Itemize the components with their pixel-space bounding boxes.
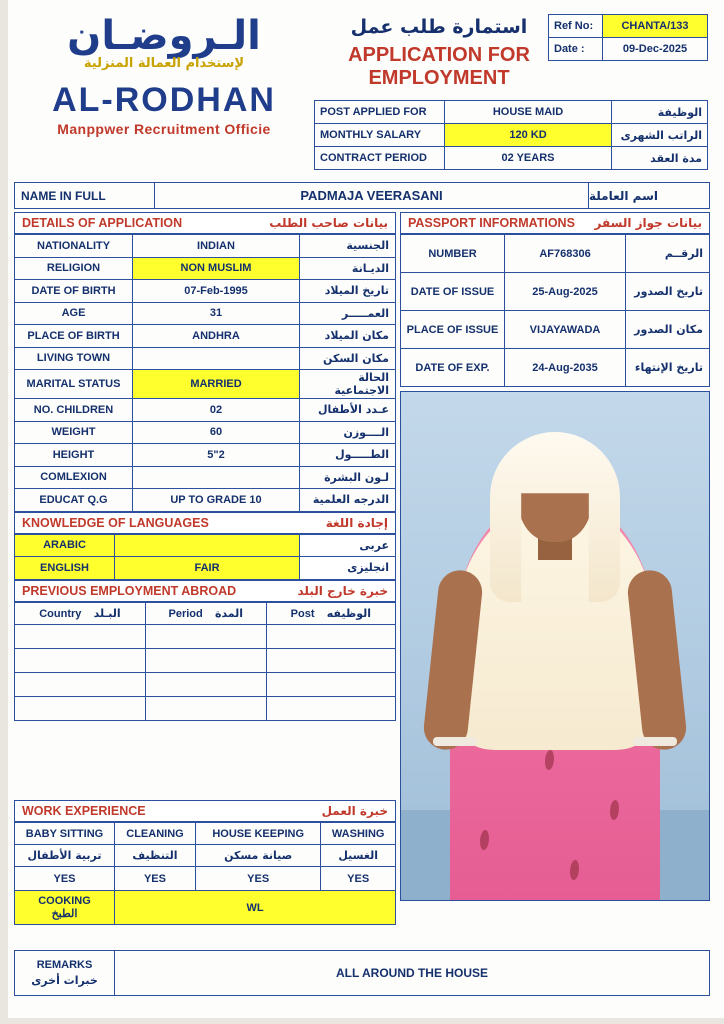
cooking-label bbox=[15, 891, 115, 925]
left-column bbox=[14, 212, 396, 721]
remarks-label-en: REMARKS bbox=[36, 958, 93, 971]
detail-arabic-8: الــــوزن bbox=[300, 421, 396, 444]
table-row bbox=[15, 347, 396, 370]
detail-label-8: WEIGHT bbox=[15, 421, 133, 444]
table-row bbox=[15, 557, 396, 580]
detail-arabic-0: الجنسية bbox=[300, 235, 396, 258]
form-header bbox=[14, 8, 710, 178]
prev-cell-3-0 bbox=[15, 696, 146, 720]
date-label: Date : bbox=[549, 38, 603, 61]
prev-cell-2-0 bbox=[15, 672, 146, 696]
language-value-1: FAIR bbox=[115, 557, 300, 580]
prev-header-post bbox=[266, 602, 395, 624]
cooking-value: WL bbox=[115, 891, 396, 925]
cooking-label-en: COOKING bbox=[38, 895, 91, 907]
work-value-1: YES bbox=[115, 867, 196, 891]
page-edge-left bbox=[0, 0, 8, 1024]
previous-employment-table bbox=[14, 602, 396, 721]
detail-arabic-4: مكان الميلاد bbox=[300, 325, 396, 348]
work-value-2: YES bbox=[195, 867, 320, 891]
detail-value-0: INDIAN bbox=[133, 235, 300, 258]
detail-value-4: ANDHRA bbox=[133, 325, 300, 348]
work-col-ar-2: صيانة مسكن bbox=[195, 845, 320, 867]
table-row bbox=[15, 280, 396, 303]
prev-header-period-en: Period bbox=[168, 607, 203, 620]
detail-value-11: UP TO GRADE 10 bbox=[133, 489, 300, 512]
name-in-full-row bbox=[14, 182, 710, 209]
previous-employment-banner-en: PREVIOUS EMPLOYMENT ABROAD bbox=[22, 583, 237, 598]
language-arabic-0: عربى bbox=[300, 534, 396, 557]
prev-header-post-ar: الوظيفه bbox=[326, 606, 371, 620]
photo-bangle-right bbox=[633, 737, 677, 746]
name-value: PADMAJA VEERASANI bbox=[155, 183, 589, 208]
passport-value-0: AF768306 bbox=[505, 235, 626, 273]
languages-banner-ar: إجادة اللغة bbox=[325, 515, 388, 530]
work-value-0: YES bbox=[15, 867, 115, 891]
date-row bbox=[549, 38, 708, 61]
table-subheader-row bbox=[15, 845, 396, 867]
form-title-line1: APPLICATION FOR bbox=[348, 44, 530, 66]
detail-label-3: AGE bbox=[15, 302, 133, 325]
detail-value-7: 02 bbox=[133, 399, 300, 422]
passport-label-2: PLACE OF ISSUE bbox=[401, 311, 505, 349]
table-header-row bbox=[15, 823, 396, 845]
passport-label-0: NUMBER bbox=[401, 235, 505, 273]
languages-banner bbox=[14, 512, 396, 534]
passport-arabic-1: تاريخ الصدور bbox=[626, 273, 710, 311]
language-label-0: ARABIC bbox=[15, 534, 115, 557]
table-row bbox=[315, 147, 708, 170]
date-value: 09-Dec-2025 bbox=[603, 38, 708, 61]
language-label-1: ENGLISH bbox=[15, 557, 115, 580]
passport-value-1: 25-Aug-2025 bbox=[505, 273, 626, 311]
remarks-label-ar: خبرات أخرى bbox=[31, 974, 98, 987]
details-banner-en: DETAILS OF APPLICATION bbox=[22, 216, 183, 230]
company-logo bbox=[24, 14, 304, 174]
detail-label-9: HEIGHT bbox=[15, 444, 133, 467]
work-experience-banner bbox=[14, 800, 396, 822]
post-label-1: MONTHLY SALARY bbox=[315, 124, 445, 147]
brand-tagline: Manppwer Recruitment Officie bbox=[57, 121, 271, 137]
table-row bbox=[15, 672, 396, 696]
prev-cell-2-2 bbox=[266, 672, 395, 696]
passport-label-1: DATE OF ISSUE bbox=[401, 273, 505, 311]
details-banner bbox=[14, 212, 396, 234]
passport-label-3: DATE OF EXP. bbox=[401, 349, 505, 387]
table-row bbox=[15, 325, 396, 348]
detail-label-11: EDUCAT Q.G bbox=[15, 489, 133, 512]
post-arabic-2: مدة العقد bbox=[612, 147, 708, 170]
detail-label-1: RELIGION bbox=[15, 257, 133, 280]
prev-cell-0-0 bbox=[15, 624, 146, 648]
post-arabic-1: الراتب الشهرى bbox=[612, 124, 708, 147]
table-row bbox=[15, 489, 396, 512]
previous-employment-banner-ar: خبرة خارج البلد bbox=[297, 583, 388, 598]
table-row bbox=[15, 421, 396, 444]
ref-value: CHANTA/133 bbox=[603, 15, 708, 38]
table-row bbox=[15, 444, 396, 467]
detail-value-6: MARRIED bbox=[133, 370, 300, 399]
post-value-2: 02 YEARS bbox=[445, 147, 612, 170]
table-row bbox=[401, 273, 710, 311]
right-column bbox=[400, 212, 710, 901]
name-label: NAME IN FULL bbox=[15, 183, 155, 208]
table-row bbox=[15, 370, 396, 399]
detail-label-0: NATIONALITY bbox=[15, 235, 133, 258]
detail-arabic-10: لـون البشرة bbox=[300, 466, 396, 489]
detail-arabic-3: العمـــــر bbox=[300, 302, 396, 325]
prev-header-country-en: Country bbox=[39, 607, 82, 620]
post-label-2: CONTRACT PERIOD bbox=[315, 147, 445, 170]
brand-name: AL-RODHAN bbox=[52, 81, 276, 119]
languages-table bbox=[14, 534, 396, 580]
detail-label-2: DATE OF BIRTH bbox=[15, 280, 133, 303]
languages-banner-en: KNOWLEDGE OF LANGUAGES bbox=[22, 515, 209, 530]
detail-arabic-9: الطـــــول bbox=[300, 444, 396, 467]
name-arabic-label: اسم العاملة bbox=[589, 188, 659, 203]
cooking-row bbox=[15, 891, 396, 925]
post-label-0: POST APPLIED FOR bbox=[315, 101, 445, 124]
work-col-en-3: WASHING bbox=[321, 823, 396, 845]
prev-header-country-ar: البـلد bbox=[93, 606, 121, 620]
form-title bbox=[314, 16, 564, 90]
form-title-english bbox=[314, 44, 564, 90]
prev-cell-0-1 bbox=[145, 624, 266, 648]
detail-value-10 bbox=[133, 466, 300, 489]
post-arabic-0: الوظيفة bbox=[612, 101, 708, 124]
remarks-value: ALL AROUND THE HOUSE bbox=[335, 966, 488, 980]
detail-label-10: COMLEXION bbox=[15, 466, 133, 489]
language-arabic-1: انجليزى bbox=[300, 557, 396, 580]
prev-cell-1-2 bbox=[266, 648, 395, 672]
table-row bbox=[15, 867, 396, 891]
detail-arabic-11: الدرجه العلمية bbox=[300, 489, 396, 512]
detail-arabic-5: مكان السكن bbox=[300, 347, 396, 370]
table-row bbox=[15, 302, 396, 325]
detail-label-4: PLACE OF BIRTH bbox=[15, 325, 133, 348]
table-row bbox=[401, 235, 710, 273]
prev-cell-2-1 bbox=[145, 672, 266, 696]
table-row bbox=[15, 624, 396, 648]
post-value-0: HOUSE MAID bbox=[445, 101, 612, 124]
detail-value-2: 07-Feb-1995 bbox=[133, 280, 300, 303]
logo-arabic-text: الـروضـان bbox=[67, 13, 261, 59]
applicant-photo bbox=[400, 391, 710, 901]
table-row bbox=[315, 124, 708, 147]
table-row bbox=[15, 399, 396, 422]
detail-arabic-6: الحالة الاجتماعية bbox=[300, 370, 396, 399]
passport-banner bbox=[400, 212, 710, 234]
passport-table bbox=[400, 234, 710, 387]
table-row bbox=[315, 101, 708, 124]
table-row bbox=[15, 235, 396, 258]
prev-cell-3-1 bbox=[145, 696, 266, 720]
work-experience-table bbox=[14, 822, 396, 925]
prev-header-period-ar: المدة bbox=[214, 606, 244, 620]
table-row bbox=[401, 311, 710, 349]
previous-employment-banner bbox=[14, 580, 396, 602]
passport-banner-ar: بيانات جواز السفر bbox=[594, 216, 702, 230]
table-header-row bbox=[15, 602, 396, 624]
details-banner-ar: بيانات صاحب الطلب bbox=[269, 216, 388, 230]
work-experience-banner-ar: خبرة العمل bbox=[321, 804, 388, 818]
work-experience-section bbox=[14, 800, 396, 925]
remarks-label bbox=[15, 951, 115, 995]
form-title-arabic: استمارة طلب عمل bbox=[350, 16, 528, 38]
work-col-ar-0: تربية الأطفال bbox=[15, 845, 115, 867]
form-title-line2: EMPLOYMENT bbox=[368, 67, 510, 89]
detail-value-9: 5"2 bbox=[133, 444, 300, 467]
passport-arabic-2: مكان الصدور bbox=[626, 311, 710, 349]
language-value-0 bbox=[115, 534, 300, 557]
passport-arabic-0: الرقــم bbox=[626, 235, 710, 273]
passport-banner-en: PASSPORT INFORMATIONS bbox=[408, 216, 575, 230]
detail-label-6: MARITAL STATUS bbox=[15, 370, 133, 399]
prev-cell-1-0 bbox=[15, 648, 146, 672]
detail-value-5 bbox=[133, 347, 300, 370]
work-col-en-1: CLEANING bbox=[115, 823, 196, 845]
table-row bbox=[15, 257, 396, 280]
detail-arabic-7: عـدد الأطفال bbox=[300, 399, 396, 422]
post-value-1: 120 KD bbox=[445, 124, 612, 147]
table-row bbox=[15, 648, 396, 672]
detail-label-5: LIVING TOWN bbox=[15, 347, 133, 370]
ref-row bbox=[549, 15, 708, 38]
passport-arabic-3: تاريخ الإنتهاء bbox=[626, 349, 710, 387]
work-col-en-2: HOUSE KEEPING bbox=[195, 823, 320, 845]
detail-label-7: NO. CHILDREN bbox=[15, 399, 133, 422]
work-value-3: YES bbox=[321, 867, 396, 891]
prev-cell-3-2 bbox=[266, 696, 395, 720]
passport-value-2: VIJAYAWADA bbox=[505, 311, 626, 349]
work-col-ar-3: الغسيل bbox=[321, 845, 396, 867]
work-col-ar-1: التنظيف bbox=[115, 845, 196, 867]
post-applied-table bbox=[314, 100, 708, 170]
prev-header-post-en: Post bbox=[290, 607, 315, 620]
prev-cell-1-1 bbox=[145, 648, 266, 672]
detail-arabic-2: تاريخ الميلاد bbox=[300, 280, 396, 303]
cooking-label-ar: الطبخ bbox=[51, 908, 78, 920]
prev-header-country bbox=[15, 602, 146, 624]
logo-arabic-subtitle: لإستخدام العمالة المنزلية bbox=[83, 56, 245, 71]
reference-table bbox=[548, 14, 708, 61]
details-table bbox=[14, 234, 396, 512]
detail-value-1: NON MUSLIM bbox=[133, 257, 300, 280]
photo-bangle-left bbox=[433, 737, 477, 746]
detail-arabic-1: الديـانة bbox=[300, 257, 396, 280]
table-row bbox=[401, 349, 710, 387]
page-edge-bottom bbox=[0, 1018, 724, 1024]
detail-value-8: 60 bbox=[133, 421, 300, 444]
prev-cell-0-2 bbox=[266, 624, 395, 648]
ref-label: Ref No: bbox=[549, 15, 603, 38]
work-col-en-0: BABY SITTING bbox=[15, 823, 115, 845]
remarks-section bbox=[14, 950, 710, 996]
table-row bbox=[15, 466, 396, 489]
work-experience-banner-en: WORK EXPERIENCE bbox=[22, 804, 146, 818]
passport-value-3: 24-Aug-2035 bbox=[505, 349, 626, 387]
detail-value-3: 31 bbox=[133, 302, 300, 325]
table-row bbox=[15, 696, 396, 720]
prev-header-period bbox=[145, 602, 266, 624]
table-row bbox=[15, 534, 396, 557]
